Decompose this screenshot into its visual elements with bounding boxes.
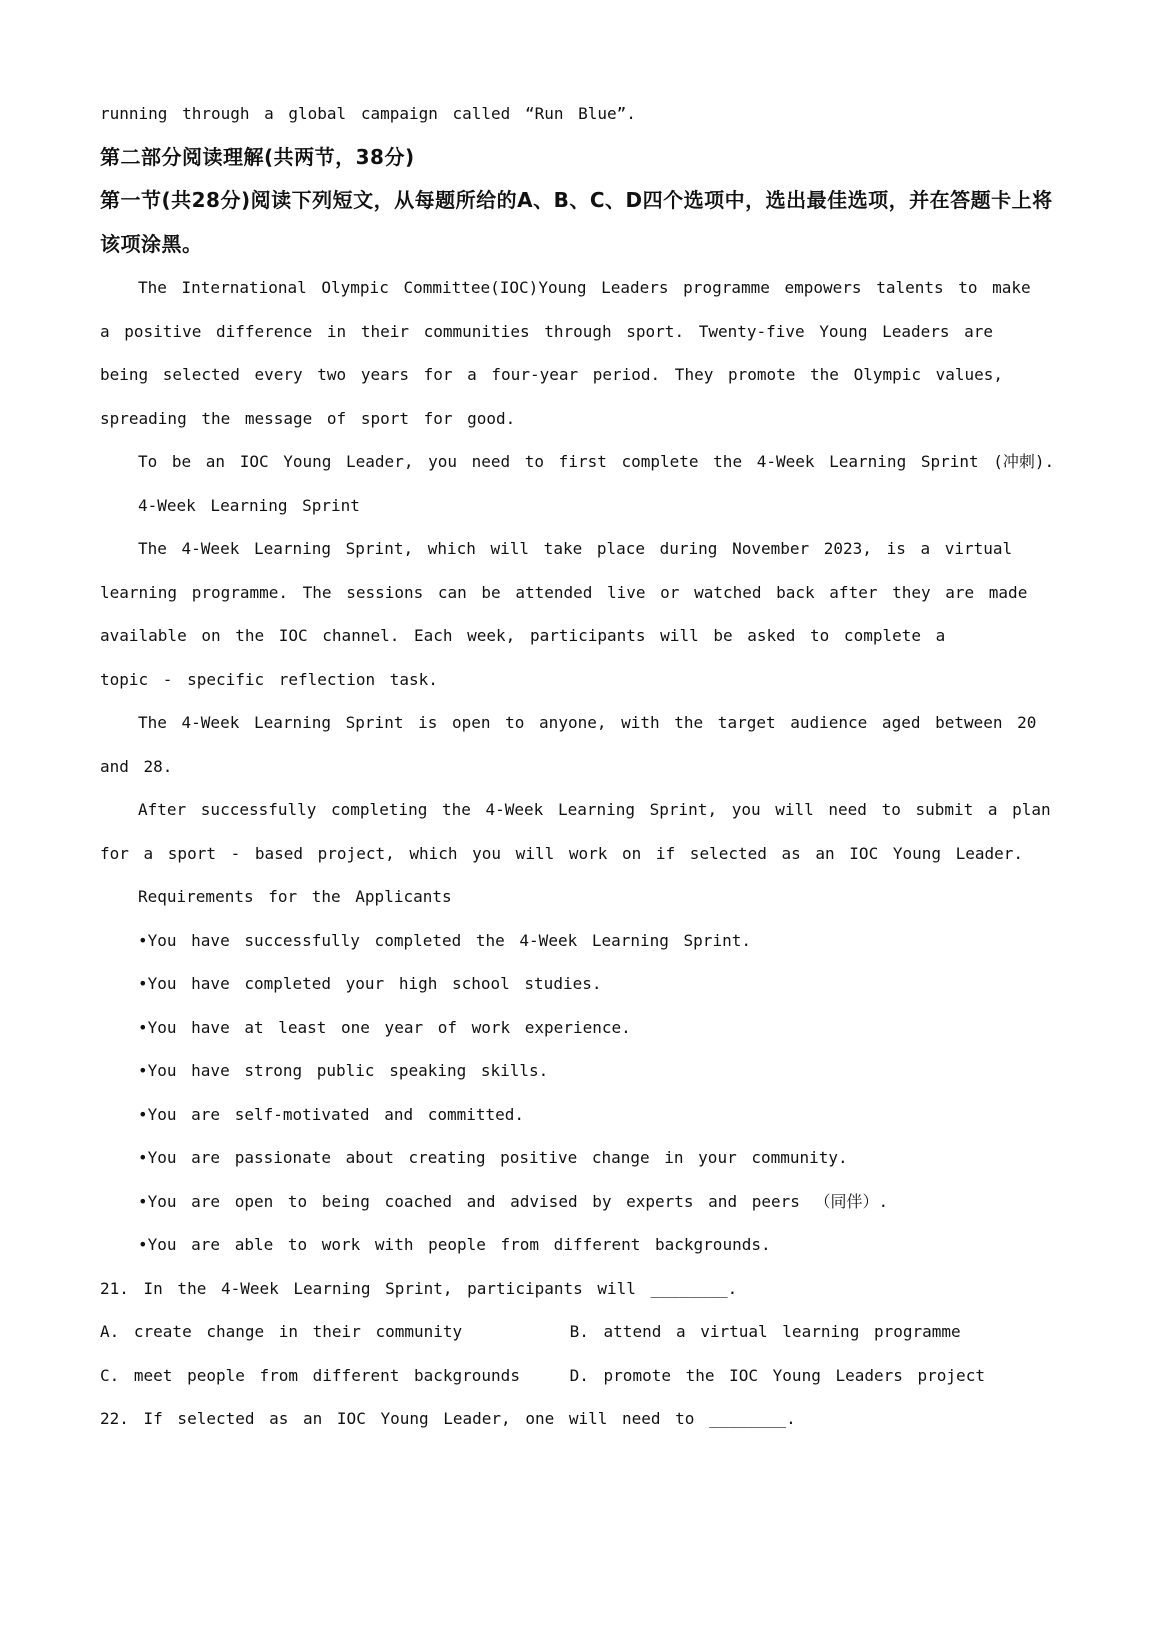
question-21-option-b: B. attend a virtual learning programme [569, 1322, 961, 1341]
requirement-bullet: •You have at least one year of work experience. [138, 1017, 631, 1037]
passage-line: To be an IOC Young Leader, you need to first complete the 4-Week Learning Sprint (冲刺). [138, 452, 1055, 471]
passage-line: available on the IOC channel. Each week, participants will be asked to complete a [100, 626, 946, 645]
question-21-option-d: D. promote the IOC Young Leaders project [569, 1365, 985, 1385]
passage-line: topic - specific reflection task. [100, 669, 438, 689]
question-21-option-a: A. create change in their community [100, 1322, 463, 1341]
passage-line: learning programme. The sessions can be attended live or watched back after they are made [100, 582, 1028, 602]
requirement-bullet: •You have successfully completed the 4-Week Learning Sprint. [138, 930, 751, 950]
passage-line: being selected every two years for a four-year period. They promote the Olympic values, [100, 365, 1004, 384]
question-21-option-c: C. meet people from different backgrounds [100, 1365, 520, 1385]
section1-instructions-line2: 该项涂黑。 [100, 231, 203, 256]
question-22-stem: 22. If selected as an IOC Young Leader, one will need to ________. [100, 1409, 796, 1428]
requirement-bullet: •You have strong public speaking skills. [138, 1061, 549, 1080]
requirement-bullet: •You are open to being coached and advised by experts and peers （同伴）. [138, 1191, 889, 1211]
passage-line: After successfully completing the 4-Week Learning Sprint, you will need to submit a plan [138, 800, 1051, 819]
passage-subheading: Requirements for the Applicants [138, 887, 452, 906]
passage-line: The 4-Week Learning Sprint is open to anyone, with the target audience aged between 20 [138, 713, 1037, 732]
requirement-bullet: •You are able to work with people from different backgrounds. [138, 1235, 771, 1254]
passage-subheading: 4-Week Learning Sprint [138, 495, 360, 515]
requirement-bullet: •You are self-motivated and committed. [138, 1104, 525, 1124]
question-21-options-row-1 [100, 1310, 1070, 1354]
question-21-stem: 21. In the 4-Week Learning Sprint, participants will ________. [100, 1278, 738, 1298]
requirement-bullet: •You have completed your high school studies. [138, 974, 602, 993]
question-21-options-row-2 [100, 1354, 1070, 1398]
requirement-bullet: •You are passionate about creating positive change in your community. [138, 1148, 848, 1167]
passage-line: for a sport - based project, which you will work on if selected as an IOC Young Leader. [100, 843, 1024, 863]
passage-line: The International Olympic Committee(IOC)Young Leaders programme empowers talents to make [138, 278, 1031, 297]
passage-line: spreading the message of sport for good. [100, 408, 516, 428]
part2-heading: 第二部分阅读理解(共两节，38分) [100, 144, 415, 169]
passage-line: a positive difference in their communities through sport. Twenty-five Young Leaders are [100, 321, 994, 341]
passage-line: The 4-Week Learning Sprint, which will take place during November 2023, is a virtual [138, 539, 1013, 558]
section1-instructions-line1: 第一节(共28分)阅读下列短文，从每题所给的A、B、C、D四个选项中，选出最佳选项，并在答题卡上将 [100, 188, 1053, 212]
passage-line: and 28. [100, 756, 173, 776]
context-line: running through a global campaign called “Run Blue”. [100, 104, 636, 123]
